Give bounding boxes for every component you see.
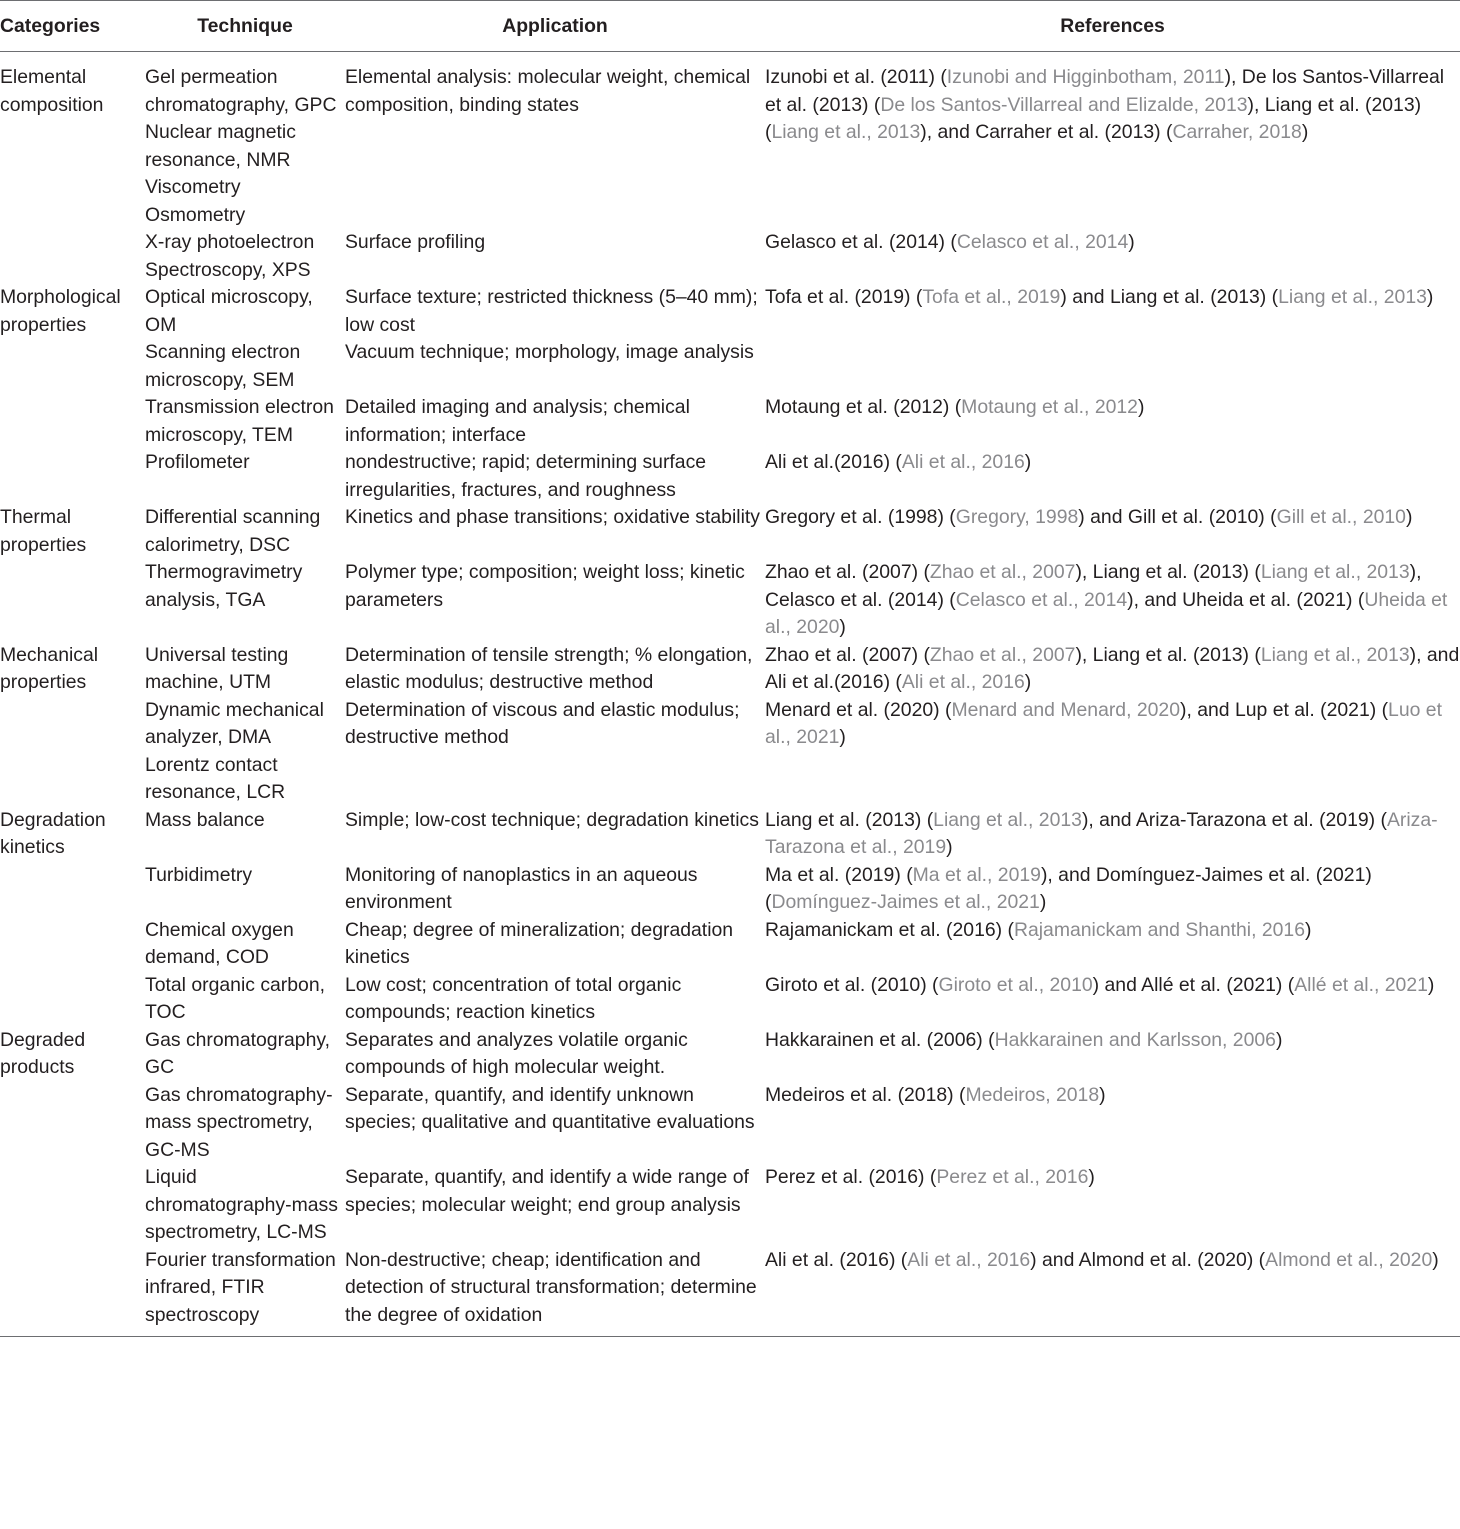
cell-application: Separate, quantify, and identify a wide range of species; molecular weight; end group analysis — [345, 1166, 749, 1216]
cell-technique — [145, 862, 345, 917]
reference-text: Zhao et al. (2007) ( — [765, 643, 930, 666]
technique-name: Gas chromatography, GC — [145, 1028, 331, 1078]
cell-application: Surface profiling — [345, 231, 486, 253]
technique-name: Gel permeation chromatography, GPC — [145, 66, 337, 116]
cell-application: Kinetics and phase transitions; oxidative stability — [345, 506, 760, 528]
cell-category — [0, 972, 145, 1027]
citation-link[interactable]: Celasco et al., 2014 — [955, 588, 1128, 611]
citation-link[interactable]: Allé et al., 2021 — [1294, 973, 1428, 996]
reference-text: Motaung et al. (2012) ( — [765, 396, 962, 418]
table-row — [0, 504, 1460, 559]
reference-text: ) — [1099, 1083, 1106, 1106]
cell-category — [0, 394, 145, 449]
reference-text: ) — [839, 726, 846, 748]
technique-name: Dynamic mechanical analyzer, DMA — [145, 698, 324, 748]
table-row — [0, 972, 1460, 1027]
technique-name: Total organic carbon, TOC — [145, 973, 326, 1023]
reference-text: Ali et al.(2016) ( — [765, 451, 902, 473]
cell-category — [0, 339, 145, 394]
cell-category — [0, 917, 145, 972]
reference-text: ), and Carraher et al. (2013) ( — [920, 121, 1173, 143]
citation-link[interactable]: Ma et al., 2019 — [912, 863, 1041, 886]
reference-text: ), and Uheida et al. (2021) ( — [1127, 588, 1365, 611]
cell-application: Cheap; degree of mineralization; degradation kinetics — [345, 918, 734, 968]
table-row — [0, 862, 1460, 917]
table-body — [0, 52, 1460, 1337]
technique-name: Nuclear magnetic resonance, NMR — [145, 121, 296, 171]
cell-technique — [145, 697, 345, 807]
cell-category — [0, 1082, 145, 1165]
header-categories: Categories — [0, 1, 145, 52]
technique-name: Fourier transformation infrared, FTIR spectroscopy — [145, 1248, 336, 1326]
cell-application: Surface texture; restricted thickness (5–40 mm); low cost — [345, 286, 758, 336]
reference-text: ) — [1137, 396, 1145, 418]
cell-technique — [145, 1082, 345, 1165]
cell-technique — [145, 229, 345, 284]
reference-text: ) — [946, 836, 953, 858]
cell-category: Degraded products — [0, 1028, 86, 1078]
citation-link[interactable]: Liang et al., 2013 — [933, 808, 1082, 831]
reference-text: ), and Domínguez-Jaimes et al. (2021) ( — [765, 863, 1372, 913]
reference-text: ), Liang et al. (2013) ( — [1075, 561, 1261, 583]
reference-text: ) — [1305, 918, 1312, 941]
table-row — [0, 394, 1460, 449]
reference-text: Perez et al. (2016) ( — [765, 1166, 937, 1188]
citation-link[interactable]: Giroto et al., 2010 — [938, 973, 1093, 996]
cell-technique — [145, 52, 345, 230]
citation-link[interactable]: Motaung et al., 2012 — [961, 396, 1138, 418]
reference-text: Liang et al. (2013) ( — [765, 808, 934, 831]
technique-name: Viscometry — [145, 176, 241, 198]
citation-link[interactable]: De los Santos-Villarreal and Elizalde, 2013 — [880, 93, 1248, 116]
citation-link[interactable]: Ali et al., 2016 — [907, 1248, 1031, 1271]
cell-references — [765, 1164, 1460, 1247]
table-row — [0, 642, 1460, 697]
cell-references — [765, 1247, 1460, 1337]
table-row — [0, 807, 1460, 862]
cell-technique — [145, 917, 345, 972]
cell-application: Polymer type; composition; weight loss; kinetic parameters — [345, 561, 745, 611]
technique-name: Differential scanning calorimetry, DSC — [145, 506, 321, 556]
cell-application: Determination of viscous and elastic modulus; destructive method — [345, 698, 740, 748]
reference-text: Izunobi et al. (2011) ( — [765, 66, 947, 88]
citation-link[interactable]: Ariza-Tarazona et al., 2019 — [765, 808, 1438, 858]
table-row — [0, 52, 1460, 230]
cell-technique — [145, 1164, 345, 1247]
cell-category: Degradation kinetics — [0, 808, 106, 858]
cell-category: Morphological properties — [0, 286, 121, 336]
cell-application: Detailed imaging and analysis; chemical information; interface — [345, 396, 690, 446]
citation-link[interactable]: Gill et al., 2010 — [1276, 506, 1406, 528]
reference-text: ) — [1088, 1166, 1095, 1188]
reference-text: Gregory et al. (1998) ( — [765, 506, 956, 528]
reference-text: ) and Gill et al. (2010) ( — [1078, 506, 1277, 528]
cell-category — [0, 1247, 145, 1337]
citation-link[interactable]: Menard and Menard, 2020 — [951, 698, 1180, 721]
reference-text: Menard et al. (2020) ( — [765, 698, 952, 721]
reference-text: Gelasco et al. (2014) ( — [765, 231, 957, 253]
citation-link[interactable]: Tofa et al., 2019 — [922, 286, 1061, 308]
cell-references — [765, 504, 1460, 559]
reference-text: Ali et al. (2016) ( — [765, 1248, 908, 1271]
cell-application: Low cost; concentration of total organic compounds; reaction kinetics — [345, 973, 682, 1023]
cell-references — [765, 642, 1460, 697]
reference-text: ) — [1301, 121, 1309, 143]
citation-link[interactable]: Luo et al., 2021 — [765, 698, 1442, 748]
citation-link[interactable]: Izunobi and Higginbotham, 2011 — [946, 66, 1225, 88]
reference-text: ) — [1427, 973, 1435, 996]
reference-text: ) and Liang et al. (2013) ( — [1060, 286, 1279, 308]
cell-application: Monitoring of nanoplastics in an aqueous environment — [345, 863, 698, 913]
cell-references — [765, 697, 1460, 807]
citation-link[interactable]: Gregory, 1998 — [955, 506, 1079, 528]
cell-category — [0, 449, 145, 504]
citation-link[interactable]: Medeiros, 2018 — [965, 1083, 1100, 1106]
cell-application: Separates and analyzes volatile organic compounds of high molecular weight. — [345, 1028, 688, 1078]
cell-technique — [145, 1027, 345, 1082]
table-row — [0, 284, 1460, 339]
cell-references — [765, 449, 1460, 504]
citation-link[interactable]: Hakkarainen and Karlsson, 2006 — [994, 1028, 1276, 1051]
cell-technique — [145, 284, 345, 339]
cell-technique — [145, 559, 345, 642]
technique-name: Transmission electron microscopy, TEM — [145, 396, 334, 446]
citation-link[interactable]: Carraher, 2018 — [1172, 121, 1302, 143]
cell-technique — [145, 1247, 345, 1337]
table-row — [0, 1247, 1460, 1337]
cell-category: Thermal properties — [0, 506, 87, 556]
table-header — [0, 1, 1460, 52]
reference-text: ) — [1405, 506, 1413, 528]
citation-link[interactable]: Perez et al., 2016 — [936, 1166, 1089, 1188]
table-row — [0, 1027, 1460, 1082]
technique-name: Universal testing machine, UTM — [145, 643, 289, 693]
cell-references — [765, 862, 1460, 917]
reference-text: Tofa et al. (2019) ( — [765, 286, 923, 308]
cell-references — [765, 339, 1460, 394]
technique-name: Liquid chromatography-mass spectrometry, LC-MS — [145, 1166, 338, 1243]
table-row — [0, 339, 1460, 394]
citation-link[interactable]: Zhao et al., 2007 — [929, 643, 1076, 666]
cell-application: nondestructive; rapid; determining surface irregularities, fractures, and roughness — [345, 451, 707, 501]
technique-name: Optical microscopy, OM — [145, 286, 313, 336]
technique-name: Lorentz contact resonance, LCR — [145, 753, 286, 803]
reference-text: ) and Allé et al. (2021) ( — [1092, 973, 1295, 996]
reference-text: ), Liang et al. (2013) ( — [1075, 643, 1261, 666]
technique-name: Scanning electron microscopy, SEM — [145, 341, 301, 391]
technique-name: Gas chromatography-mass spectrometry, GC-MS — [145, 1083, 333, 1161]
cell-references — [765, 972, 1460, 1027]
cell-category — [0, 229, 145, 284]
cell-application: Determination of tensile strength; % elongation, elastic modulus; destructive method — [345, 643, 753, 693]
table-row — [0, 229, 1460, 284]
cell-references — [765, 807, 1460, 862]
cell-application: Elemental analysis: molecular weight, chemical composition, binding states — [345, 66, 751, 116]
cell-category — [0, 1164, 145, 1247]
reference-text: ) — [1275, 1028, 1283, 1051]
cell-references — [765, 394, 1460, 449]
cell-references — [765, 229, 1460, 284]
cell-technique — [145, 972, 345, 1027]
table-row — [0, 559, 1460, 642]
cell-references — [765, 1082, 1460, 1165]
citation-link[interactable]: Zhao et al., 2007 — [929, 561, 1076, 583]
header-technique: Technique — [145, 1, 345, 52]
citation-link[interactable]: Uheida et al., 2020 — [765, 588, 1448, 638]
citation-link[interactable]: Ali et al., 2016 — [901, 671, 1025, 693]
technique-name: Chemical oxygen demand, COD — [145, 918, 294, 968]
technique-name: X-ray photoelectron Spectroscopy, XPS — [145, 231, 315, 281]
cell-application: Non-destructive; cheap; identification and detection of structural transformation; determine the degree of oxidation — [345, 1247, 765, 1337]
citation-link[interactable]: Liang et al., 2013 — [1260, 643, 1410, 666]
reference-text: ) — [1039, 891, 1047, 913]
header-row — [0, 1, 1460, 52]
cell-application: Simple; low-cost technique; degradation kinetics — [345, 808, 759, 831]
reference-text: ) — [839, 616, 846, 638]
citation-link[interactable]: Rajamanickam and Shanthi, 2016 — [1013, 918, 1305, 941]
reference-text: ) — [1426, 286, 1434, 308]
reference-text: Zhao et al. (2007) ( — [765, 561, 930, 583]
reference-text: ), and Ali et al.(2016) ( — [765, 643, 1460, 693]
table-row — [0, 917, 1460, 972]
technique-name: Turbidimetry — [145, 863, 253, 886]
table-row — [0, 1164, 1460, 1247]
cell-category — [0, 862, 145, 917]
citation-link[interactable]: Almond et al., 2020 — [1265, 1248, 1433, 1271]
reference-text: ) and Almond et al. (2020) ( — [1030, 1248, 1266, 1271]
reference-text: Giroto et al. (2010) ( — [765, 973, 939, 996]
technique-name: Osmometry — [145, 203, 246, 226]
reference-text: ), and Ariza-Tarazona et al. (2019) ( — [1081, 808, 1387, 831]
header-references: References — [765, 1, 1460, 52]
citation-link[interactable]: Liang et al., 2013 — [1278, 286, 1427, 308]
reference-text: ) — [1024, 671, 1032, 693]
technique-name: Profilometer — [145, 451, 250, 473]
cell-application: Separate, quantify, and identify unknown species; qualitative and quantitative evaluations — [345, 1083, 755, 1133]
reference-text: ), De los Santos-Villarreal et al. (2013) ( — [765, 66, 1445, 116]
reference-text: ) — [1128, 231, 1135, 253]
reference-text: ), Celasco et al. (2014) ( — [765, 561, 1422, 611]
cell-technique — [145, 449, 345, 504]
cell-application: Vacuum technique; morphology, image analysis — [345, 341, 754, 363]
reference-text: Rajamanickam et al. (2016) ( — [765, 918, 1014, 941]
technique-name: Thermogravimetry analysis, TGA — [145, 561, 303, 611]
reference-text: ), and Lup et al. (2021) ( — [1180, 698, 1389, 721]
cell-technique — [145, 339, 345, 394]
reference-text: ), Liang et al. (2013) ( — [765, 93, 1422, 143]
table-row — [0, 697, 1460, 807]
header-application: Application — [345, 1, 765, 52]
cell-references — [765, 559, 1460, 642]
cell-technique — [145, 642, 345, 697]
citation-link[interactable]: Liang et al., 2013 — [1260, 561, 1410, 583]
citation-link[interactable]: Domínguez-Jaimes et al., 2021 — [771, 891, 1040, 913]
table-row — [0, 449, 1460, 504]
cell-category — [0, 697, 145, 807]
cell-references — [765, 52, 1460, 230]
cell-category: Elemental composition — [0, 66, 104, 116]
cell-technique — [145, 807, 345, 862]
reference-text: Ma et al. (2019) ( — [765, 863, 913, 886]
cell-references — [765, 917, 1460, 972]
cell-references — [765, 284, 1460, 339]
cell-references — [765, 1027, 1460, 1082]
cell-category: Mechanical properties — [0, 643, 99, 693]
cell-technique — [145, 504, 345, 559]
cell-category — [0, 559, 145, 642]
cell-technique — [145, 394, 345, 449]
citation-link[interactable]: Celasco et al., 2014 — [956, 231, 1129, 253]
reference-text: ) — [1432, 1248, 1439, 1271]
citation-link[interactable]: Ali et al., 2016 — [901, 451, 1025, 473]
citation-link[interactable]: Liang et al., 2013 — [771, 121, 921, 143]
table-row — [0, 1082, 1460, 1165]
reference-text: ) — [1024, 451, 1032, 473]
technique-name: Mass balance — [145, 808, 265, 831]
reference-text: Medeiros et al. (2018) ( — [765, 1083, 966, 1106]
reference-text: Hakkarainen et al. (2006) ( — [765, 1028, 995, 1051]
